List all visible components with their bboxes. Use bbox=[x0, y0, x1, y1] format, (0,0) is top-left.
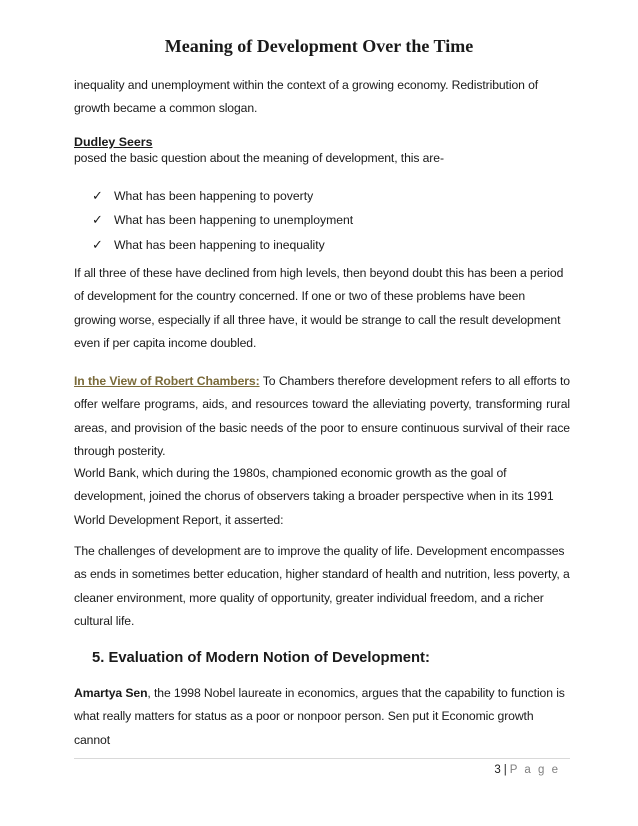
list-item bbox=[92, 233, 353, 257]
list-item bbox=[92, 208, 353, 232]
sen-name: Amartya Sen bbox=[74, 686, 148, 700]
check-mark-icon: ✓ bbox=[92, 212, 103, 228]
intro-paragraph: inequality and unemployment within the context of a growing economy. Redistribution of growth became a common slogan. bbox=[74, 78, 539, 116]
section-5-heading: 5. Evaluation of Modern Notion of Development: bbox=[92, 650, 430, 666]
footer-divider bbox=[74, 758, 570, 759]
chambers-text: To Chambers therefore development refers to all efforts to offer welfare programs, aids, and resources toward the alleviating poverty, transforming rural areas, and provision of the basic needs of the poor to ensure continuous survival of their race through posterity. bbox=[74, 374, 570, 458]
question-text: What has been happening to unemployment bbox=[114, 213, 354, 228]
sen-text: , the 1998 Nobel laureate in economics, argues that the capability to function is what really matters for status as a poor or nonpoor person. Sen put it Economic growth cannot bbox=[74, 686, 565, 747]
questions-list bbox=[92, 184, 353, 257]
question-text: What has been happening to poverty bbox=[114, 189, 314, 203]
dudley-seers-heading: Dudley Seers bbox=[74, 135, 153, 149]
sen-paragraph bbox=[74, 682, 570, 752]
seers-lead-paragraph: posed the basic question about the meaning of development, this are- bbox=[74, 151, 444, 165]
world-bank-paragraph: World Bank, which during the 1980s, championed economic growth as the goal of development, joined the chorus of observers taking a broader perspective when in its 1991 World Development Report, it asserted: bbox=[74, 466, 554, 527]
page-title: Meaning of Development Over the Time bbox=[164, 36, 474, 56]
chambers-paragraph bbox=[74, 370, 570, 463]
challenges-paragraph: The challenges of development are to improve the quality of life. Development encompasses as ends in sometimes better education, higher standard of health and nutrition, less poverty, a cleaner environment, more quality of opportunity, greater individual freedom, and a richer cultural life. bbox=[74, 544, 570, 628]
check-mark-icon: ✓ bbox=[92, 188, 103, 203]
page-footer bbox=[494, 764, 560, 776]
check-mark-icon: ✓ bbox=[92, 236, 103, 252]
page-number: 3 bbox=[494, 764, 501, 776]
question-text: What has been happening to inequality bbox=[114, 237, 325, 252]
page-label: P a g e bbox=[509, 764, 560, 776]
chambers-label: In the View of Robert Chambers: bbox=[74, 374, 260, 388]
footer-separator: | bbox=[503, 764, 507, 776]
list-item bbox=[92, 184, 353, 208]
seers-conclusion-paragraph: If all three of these have declined from high levels, then beyond doubt this has been a period of development for the country concerned. If one or two of these problems have been growing worse, especially if all three have, it would be strange to call the result development even if per capita income doubled. bbox=[74, 266, 564, 350]
